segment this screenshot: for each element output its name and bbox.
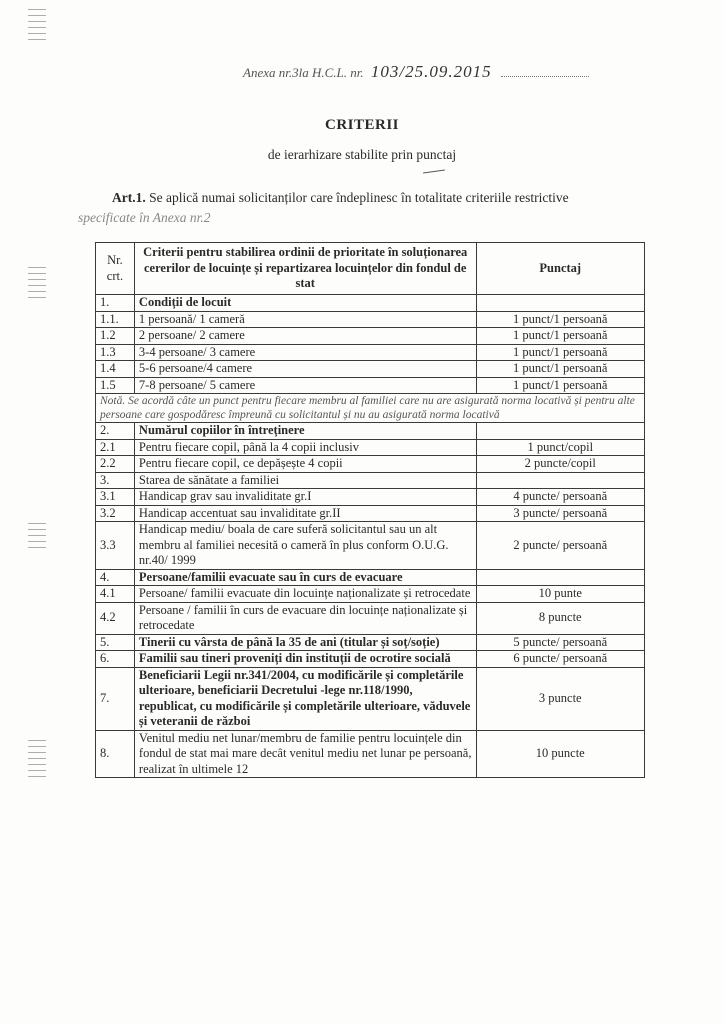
article-text-continued: specificate în Anexa nr.2 bbox=[78, 210, 211, 225]
table-row bbox=[96, 667, 645, 730]
criteria-table bbox=[95, 242, 645, 778]
row-criterion: Venitul mediu net lunar/membru de familie pentru locuințele din fondul de stat mai mare decât venitul mediu net lunar pe persoană, realizat în ultimele 12 bbox=[134, 730, 476, 778]
article-1 bbox=[78, 188, 638, 228]
table-row bbox=[96, 377, 645, 394]
table-row bbox=[96, 295, 645, 312]
row-number: 3. bbox=[96, 472, 135, 489]
row-points bbox=[476, 423, 644, 440]
row-criterion: 7-8 persoane/ 5 camere bbox=[134, 377, 476, 394]
table-row bbox=[96, 522, 645, 570]
table-row bbox=[96, 569, 645, 586]
annex-handwritten-number: 103/25.09.2015 bbox=[370, 62, 492, 81]
margin-marks-4 bbox=[28, 735, 46, 782]
row-criterion: 3-4 persoane/ 3 camere bbox=[134, 344, 476, 361]
row-criterion: Handicap grav sau invaliditate gr.I bbox=[134, 489, 476, 506]
article-text: Se aplică numai solicitanților care îndeplinesc în totalitate criteriile restrictive bbox=[149, 190, 569, 205]
row-criterion: Persoane/ familii evacuate din locuințe naționalizate și retrocedate bbox=[134, 586, 476, 603]
table-row bbox=[96, 586, 645, 603]
table-row bbox=[96, 505, 645, 522]
row-number: 2.1 bbox=[96, 439, 135, 456]
row-number: 3.1 bbox=[96, 489, 135, 506]
row-criterion: 2 persoane/ 2 camere bbox=[134, 328, 476, 345]
row-number: 1.1. bbox=[96, 311, 135, 328]
row-criterion: Tinerii cu vârsta de până la 35 de ani (titular și soț/soție) bbox=[134, 634, 476, 651]
row-criterion: Handicap accentuat sau invaliditate gr.II bbox=[134, 505, 476, 522]
table-row bbox=[96, 439, 645, 456]
row-number: 1. bbox=[96, 295, 135, 312]
row-criterion: Numărul copiilor în întreținere bbox=[134, 423, 476, 440]
row-number: 4.2 bbox=[96, 602, 135, 634]
row-number: 4.1 bbox=[96, 586, 135, 603]
row-points: 1 punct/1 persoană bbox=[476, 361, 644, 378]
row-criterion: Beneficiarii Legii nr.341/2004, cu modificările și completările ulterioare, beneficiarii Decretului -lege nr.118/1990, republicat, cu modificările și completările ulterioare, văduvele și veteranii de război bbox=[134, 667, 476, 730]
table-row bbox=[96, 602, 645, 634]
row-points bbox=[476, 472, 644, 489]
row-number: 4. bbox=[96, 569, 135, 586]
table-note-row bbox=[96, 394, 645, 423]
row-number: 1.5 bbox=[96, 377, 135, 394]
row-criterion: Condiții de locuit bbox=[134, 295, 476, 312]
table-row bbox=[96, 730, 645, 778]
table-header-row bbox=[96, 243, 645, 295]
row-criterion: 5-6 persoane/4 camere bbox=[134, 361, 476, 378]
row-criterion: Handicap mediu/ boala de care suferă solicitantul sau un alt membru al familiei necesită o cameră în plus conform O.U.G. nr.40/ 1999 bbox=[134, 522, 476, 570]
annex-prefix: Anexa nr.3la H.C.L. nr. bbox=[243, 65, 364, 80]
row-points: 2 puncte/copil bbox=[476, 456, 644, 473]
row-number: 1.3 bbox=[96, 344, 135, 361]
row-criterion: Familii sau tineri proveniți din instituții de ocrotire socială bbox=[134, 651, 476, 668]
row-points: 1 punct/1 persoană bbox=[476, 311, 644, 328]
row-number: 1.4 bbox=[96, 361, 135, 378]
row-points: 5 puncte/ persoană bbox=[476, 634, 644, 651]
row-criterion: Pentru fiecare copil, până la 4 copii inclusiv bbox=[134, 439, 476, 456]
row-number: 2. bbox=[96, 423, 135, 440]
row-number: 8. bbox=[96, 730, 135, 778]
row-points: 3 puncte bbox=[476, 667, 644, 730]
row-points: 1 punct/1 persoană bbox=[476, 344, 644, 361]
table-row bbox=[96, 361, 645, 378]
row-points: 8 puncte bbox=[476, 602, 644, 634]
table-row bbox=[96, 472, 645, 489]
page-title: CRITERII bbox=[324, 117, 400, 133]
note-text: Notă. Se acordă câte un punct pentru fiecare membru al familiei care nu are asigurată norma locativă și pentru alte persoane care gospodăresc împreună cu solicitantul și nu au asigurată norma locativă bbox=[96, 394, 645, 423]
row-criterion: 1 persoană/ 1 cameră bbox=[134, 311, 476, 328]
header-points: Punctaj bbox=[476, 243, 644, 295]
row-points: 2 puncte/ persoană bbox=[476, 522, 644, 570]
row-points: 10 puncte bbox=[476, 730, 644, 778]
row-number: 1.2 bbox=[96, 328, 135, 345]
margin-marks-2 bbox=[28, 262, 46, 303]
row-number: 6. bbox=[96, 651, 135, 668]
table-row bbox=[96, 311, 645, 328]
row-number: 7. bbox=[96, 667, 135, 730]
annex-dotted-line bbox=[501, 66, 589, 77]
article-label: Art.1. bbox=[112, 190, 146, 205]
row-criterion: Starea de sănătate a familiei bbox=[134, 472, 476, 489]
row-points bbox=[476, 569, 644, 586]
table-row bbox=[96, 423, 645, 440]
margin-marks-top bbox=[28, 4, 46, 45]
table-row bbox=[96, 344, 645, 361]
row-points: 3 puncte/ persoană bbox=[476, 505, 644, 522]
row-points: 1 punct/1 persoană bbox=[476, 377, 644, 394]
row-points: 4 puncte/ persoană bbox=[476, 489, 644, 506]
table-row bbox=[96, 328, 645, 345]
row-points: 1 punct/copil bbox=[476, 439, 644, 456]
row-criterion: Pentru fiecare copil, ce depășește 4 copii bbox=[134, 456, 476, 473]
row-points: 1 punct/1 persoană bbox=[476, 328, 644, 345]
table-row bbox=[96, 634, 645, 651]
header-nr: Nr. crt. bbox=[96, 243, 135, 295]
table-row bbox=[96, 651, 645, 668]
row-points: 6 puncte/ persoană bbox=[476, 651, 644, 668]
table-row bbox=[96, 456, 645, 473]
margin-marks-3 bbox=[28, 518, 46, 553]
table-row bbox=[96, 489, 645, 506]
annex-reference bbox=[243, 62, 543, 82]
row-number: 3.2 bbox=[96, 505, 135, 522]
row-criterion: Persoane / familii în curs de evacuare din locuințe naționalizate și retrocedate bbox=[134, 602, 476, 634]
header-criteria: Criterii pentru stabilirea ordinii de prioritate în soluționarea cererilor de locuințe și repartizarea locuințelor din fondul de stat bbox=[134, 243, 476, 295]
row-number: 2.2 bbox=[96, 456, 135, 473]
pen-mark bbox=[423, 169, 445, 173]
row-points bbox=[476, 295, 644, 312]
row-points: 10 punte bbox=[476, 586, 644, 603]
row-criterion: Persoane/familii evacuate sau în curs de evacuare bbox=[134, 569, 476, 586]
row-number: 3.3 bbox=[96, 522, 135, 570]
row-number: 5. bbox=[96, 634, 135, 651]
page-subtitle: de ierarhizare stabilite prin punctaj bbox=[267, 147, 457, 162]
